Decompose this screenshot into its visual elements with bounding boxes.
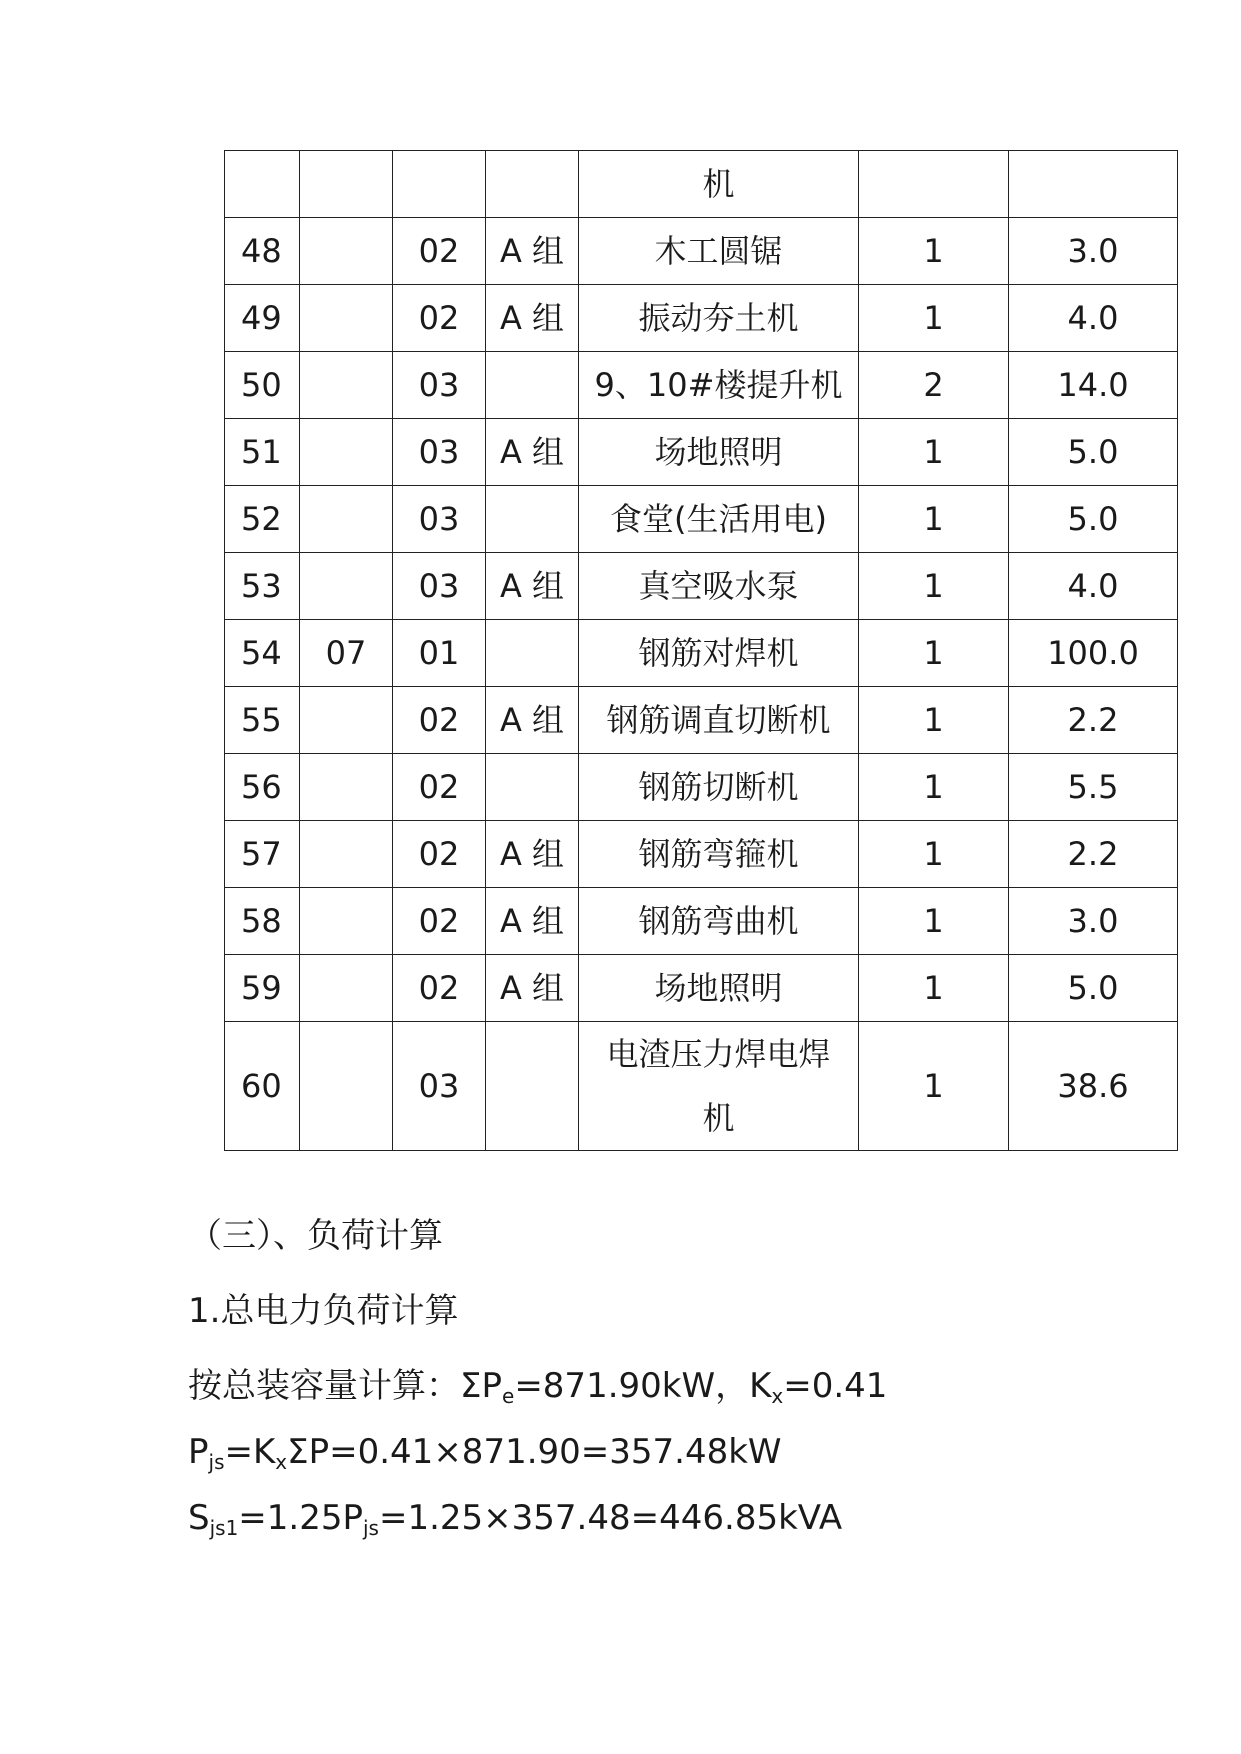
table-row [225, 888, 1178, 955]
device-name-cell: 机 [579, 151, 859, 218]
device-name-cell: 钢筋调直切断机 [579, 687, 859, 754]
row-number-cell: 59 [225, 955, 300, 1022]
box-code-cell [300, 352, 393, 419]
quantity-cell: 1 [859, 620, 1009, 687]
quantity-cell: 1 [859, 486, 1009, 553]
row-number-cell: 56 [225, 754, 300, 821]
box-code-cell [300, 888, 393, 955]
box-code-cell [300, 218, 393, 285]
circuit-code-cell: 03 [393, 553, 486, 620]
subheading: 1.总电力负荷计算 [188, 1291, 459, 1331]
box-code-cell [300, 553, 393, 620]
group-cell: A 组 [486, 955, 579, 1022]
group-cell [486, 352, 579, 419]
device-name-cell: 真空吸水泵 [579, 553, 859, 620]
quantity-cell: 1 [859, 821, 1009, 888]
circuit-code-cell: 03 [393, 486, 486, 553]
group-cell: A 组 [486, 419, 579, 486]
table-row-continued [225, 151, 1178, 218]
circuit-code-cell: 02 [393, 955, 486, 1022]
table-row [225, 352, 1178, 419]
box-code-cell [300, 285, 393, 352]
table-row [225, 486, 1178, 553]
circuit-code-cell: 02 [393, 218, 486, 285]
group-cell: A 组 [486, 553, 579, 620]
quantity-cell: 1 [859, 687, 1009, 754]
formula-sjs1: $S_{js1}=1.25P_{js}=1.25\times 357.48=446.85kVA$ [188, 1498, 843, 1540]
table-row [225, 687, 1178, 754]
group-cell: A 组 [486, 218, 579, 285]
device-name-cell: 场地照明 [579, 419, 859, 486]
circuit-code-cell: 01 [393, 620, 486, 687]
box-code-cell [300, 754, 393, 821]
power-cell: 5.0 [1009, 419, 1178, 486]
box-code-cell [300, 955, 393, 1022]
box-code-cell [300, 486, 393, 553]
group-cell: A 组 [486, 888, 579, 955]
device-name-cell: 振动夯土机 [579, 285, 859, 352]
circuit-code-cell: 02 [393, 821, 486, 888]
box-code-cell [300, 687, 393, 754]
row-number-cell: 54 [225, 620, 300, 687]
power-cell: 2.2 [1009, 821, 1178, 888]
circuit-code-cell: 02 [393, 285, 486, 352]
row-number-cell: 49 [225, 285, 300, 352]
circuit-code-cell: 02 [393, 888, 486, 955]
quantity-cell: 1 [859, 419, 1009, 486]
device-name-cell: 钢筋弯曲机 [579, 888, 859, 955]
device-name-line: 电渣压力焊电焊 [606, 1035, 831, 1073]
circuit-code-cell: 02 [393, 754, 486, 821]
device-name-cell: 木工圆锯 [579, 218, 859, 285]
quantity-cell: 1 [859, 1022, 1009, 1151]
circuit-code-cell: 03 [393, 352, 486, 419]
quantity-cell: 2 [859, 352, 1009, 419]
circuit-code-cell: 03 [393, 419, 486, 486]
device-name-cell: 场地照明 [579, 955, 859, 1022]
row-number-cell: 52 [225, 486, 300, 553]
row-number-cell: 50 [225, 352, 300, 419]
equipment-table [224, 150, 1178, 1151]
box-code-cell: 07 [300, 620, 393, 687]
quantity-cell: 1 [859, 955, 1009, 1022]
group-cell [486, 486, 579, 553]
power-cell: 100.0 [1009, 620, 1178, 687]
table-row [225, 285, 1178, 352]
device-name-cell: 9、10#楼提升机 [579, 352, 859, 419]
power-cell: 5.0 [1009, 486, 1178, 553]
device-name-cell [579, 1022, 859, 1151]
row-number-cell: 57 [225, 821, 300, 888]
table-row [225, 754, 1178, 821]
power-cell: 14.0 [1009, 352, 1178, 419]
quantity-cell: 1 [859, 553, 1009, 620]
power-cell: 5.5 [1009, 754, 1178, 821]
box-code-cell [300, 821, 393, 888]
quantity-cell: 1 [859, 218, 1009, 285]
box-code-cell [300, 1022, 393, 1151]
device-name-cell: 食堂(生活用电) [579, 486, 859, 553]
row-number-cell: 58 [225, 888, 300, 955]
circuit-code-cell: 03 [393, 1022, 486, 1151]
device-name-line: 机 [702, 1099, 735, 1137]
quantity-cell: 1 [859, 285, 1009, 352]
power-cell: 5.0 [1009, 955, 1178, 1022]
power-cell: 4.0 [1009, 553, 1178, 620]
device-name-cell: 钢筋弯箍机 [579, 821, 859, 888]
row-number-cell: 55 [225, 687, 300, 754]
table-row [225, 1022, 1178, 1151]
circuit-code-cell: 02 [393, 687, 486, 754]
group-cell: A 组 [486, 687, 579, 754]
group-cell: A 组 [486, 821, 579, 888]
table-row [225, 218, 1178, 285]
power-cell: 3.0 [1009, 218, 1178, 285]
row-number-cell: 51 [225, 419, 300, 486]
quantity-cell: 1 [859, 888, 1009, 955]
device-name-cell: 钢筋对焊机 [579, 620, 859, 687]
power-cell: 38.6 [1009, 1022, 1178, 1151]
table-row [225, 955, 1178, 1022]
table-row [225, 821, 1178, 888]
box-code-cell [300, 419, 393, 486]
row-number-cell: 60 [225, 1022, 300, 1151]
row-number-cell: 48 [225, 218, 300, 285]
power-cell: 3.0 [1009, 888, 1178, 955]
power-cell: 4.0 [1009, 285, 1178, 352]
table-row [225, 419, 1178, 486]
group-cell [486, 1022, 579, 1151]
quantity-cell: 1 [859, 754, 1009, 821]
device-name-cell: 钢筋切断机 [579, 754, 859, 821]
table-row [225, 620, 1178, 687]
formula-pjs: $P_{js}=K_x\Sigma P=0.41\times 871.90=357.48kW$ [188, 1432, 782, 1474]
group-cell [486, 620, 579, 687]
section-heading: （三）、负荷计算 [188, 1216, 443, 1256]
row-number-cell: 53 [225, 553, 300, 620]
group-cell [486, 754, 579, 821]
group-cell: A 组 [486, 285, 579, 352]
table-row [225, 553, 1178, 620]
power-cell: 2.2 [1009, 687, 1178, 754]
formula-total-capacity: 按总装容量计算：$\Sigma P_e=871.90kW$，$K_x=0.41$ [188, 1366, 888, 1408]
